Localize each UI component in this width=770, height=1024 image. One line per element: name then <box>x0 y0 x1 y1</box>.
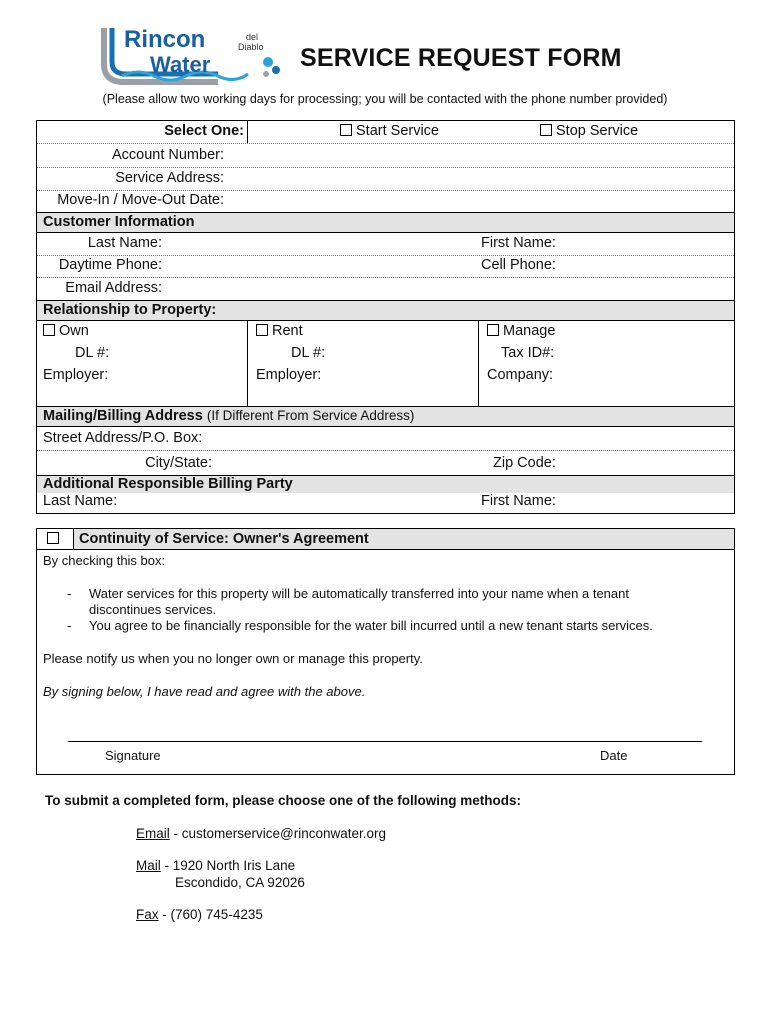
submit-email <box>136 826 386 841</box>
email-row[interactable] <box>37 277 734 300</box>
page-title: SERVICE REQUEST FORM <box>300 44 622 72</box>
submit-fax <box>136 907 263 922</box>
mail-line2: Escondido, CA 92026 <box>175 875 305 890</box>
billing-heading: Additional Responsible Billing Party <box>43 476 293 492</box>
customer-info-header <box>37 212 734 232</box>
select-one-row <box>37 121 734 143</box>
agree-text: By signing below, I have read and agree with the above. <box>43 684 366 699</box>
service-form <box>36 120 735 514</box>
rent-employer-label: Employer: <box>256 367 322 383</box>
page-subtitle: (Please allow two working days for processing; you will be contacted with the phone number provided) <box>102 92 668 106</box>
start-service-checkbox[interactable] <box>340 124 352 136</box>
logo-word-del: del <box>246 32 259 42</box>
own-dl-label: DL #: <box>75 345 110 361</box>
company-label: Company: <box>487 367 554 383</box>
signature-label: Signature <box>105 748 161 763</box>
fax-number: - (760) 745-4235 <box>162 907 263 922</box>
bullet1-line2: discontinues services. <box>89 602 217 617</box>
billing-header <box>37 475 734 493</box>
email-address-link[interactable]: - customerservice@rinconwater.org <box>173 826 387 841</box>
email-method-label: Email <box>136 826 170 841</box>
phone-row[interactable] <box>37 255 734 277</box>
owner-agreement <box>36 528 735 775</box>
agreement-intro: By checking this box: <box>43 553 166 568</box>
manage-label: Manage <box>503 323 556 339</box>
agreement-heading: Continuity of Service: Owner's Agreement <box>79 531 369 547</box>
rent-option[interactable] <box>256 323 303 339</box>
email-label: Email Address: <box>65 280 162 296</box>
rincon-water-logo <box>98 24 288 86</box>
logo-word-diablo: Diablo <box>238 42 264 52</box>
logo-word-water: Water <box>150 52 211 77</box>
agreement-checkbox[interactable] <box>47 532 59 544</box>
bullet-dash-1: - <box>67 586 72 601</box>
start-service-label: Start Service <box>356 123 439 139</box>
billing-name-row[interactable] <box>37 493 734 513</box>
cell-phone-label: Cell Phone: <box>481 257 556 273</box>
stop-service-checkbox[interactable] <box>540 124 552 136</box>
first-name-label: First Name: <box>481 235 556 251</box>
logo-word-rincon: Rincon <box>124 26 206 53</box>
last-name-label: Last Name: <box>87 235 162 251</box>
submit-heading: To submit a completed form, please choose one of the following methods: <box>45 793 522 808</box>
relationship-header <box>37 300 734 320</box>
own-employer-label: Employer: <box>43 367 109 383</box>
bullet1-line1: Water services for this property will be automatically transferred into your name when a tenant <box>89 586 629 601</box>
city-state-label: City/State: <box>145 455 212 471</box>
account-number-label: Account Number: <box>111 147 224 163</box>
street-row[interactable] <box>37 426 734 450</box>
zip-label: Zip Code: <box>493 455 556 471</box>
move-date-label: Move-In / Move-Out Date: <box>57 192 224 208</box>
bullet-dash-2: - <box>67 618 72 633</box>
stop-service-label: Stop Service <box>556 123 639 139</box>
mailing-note: (If Different From Service Address) <box>206 408 415 423</box>
signature-line[interactable] <box>68 741 702 742</box>
notify-text: Please notify us when you no longer own or manage this property. <box>43 651 423 666</box>
start-service-option[interactable] <box>340 123 439 139</box>
relationship-options <box>37 320 734 406</box>
stop-service-option[interactable] <box>540 123 638 139</box>
tax-id-label: Tax ID#: <box>501 345 555 361</box>
agreement-header <box>37 529 734 550</box>
rent-label: Rent <box>272 323 303 339</box>
mail-method-label: Mail <box>136 858 161 873</box>
submit-mail <box>136 858 295 873</box>
bullet2: You agree to be financially responsible for the water bill incurred until a new tenant starts services. <box>89 618 653 633</box>
city-zip-row[interactable] <box>37 450 734 475</box>
rent-checkbox[interactable] <box>256 324 268 336</box>
service-address-label: Service Address: <box>115 170 224 186</box>
billing-last-name-label: Last Name: <box>43 493 118 509</box>
daytime-phone-label: Daytime Phone: <box>58 257 162 273</box>
rent-dl-label: DL #: <box>291 345 326 361</box>
mailing-heading: Mailing/Billing Address <box>43 408 203 424</box>
mail-line1: - 1920 North Iris Lane <box>164 858 296 873</box>
billing-first-name-label: First Name: <box>481 493 556 509</box>
own-label: Own <box>59 323 89 339</box>
mailing-heading-line <box>43 408 414 424</box>
select-one-label: Select One: <box>164 123 244 139</box>
manage-checkbox[interactable] <box>487 324 499 336</box>
customer-info-heading: Customer Information <box>43 214 195 230</box>
service-address-row[interactable] <box>37 167 734 190</box>
fax-method-label: Fax <box>136 907 159 922</box>
agreement-checkbox-cell[interactable] <box>37 529 74 549</box>
name-row[interactable] <box>37 232 734 255</box>
move-date-row[interactable] <box>37 190 734 212</box>
date-label: Date <box>600 748 628 763</box>
mailing-header <box>37 406 734 426</box>
street-label: Street Address/P.O. Box: <box>43 430 203 446</box>
own-option[interactable] <box>43 323 89 339</box>
relationship-heading: Relationship to Property: <box>43 302 217 318</box>
own-checkbox[interactable] <box>43 324 55 336</box>
account-number-row[interactable] <box>37 143 734 167</box>
manage-option[interactable] <box>487 323 555 339</box>
